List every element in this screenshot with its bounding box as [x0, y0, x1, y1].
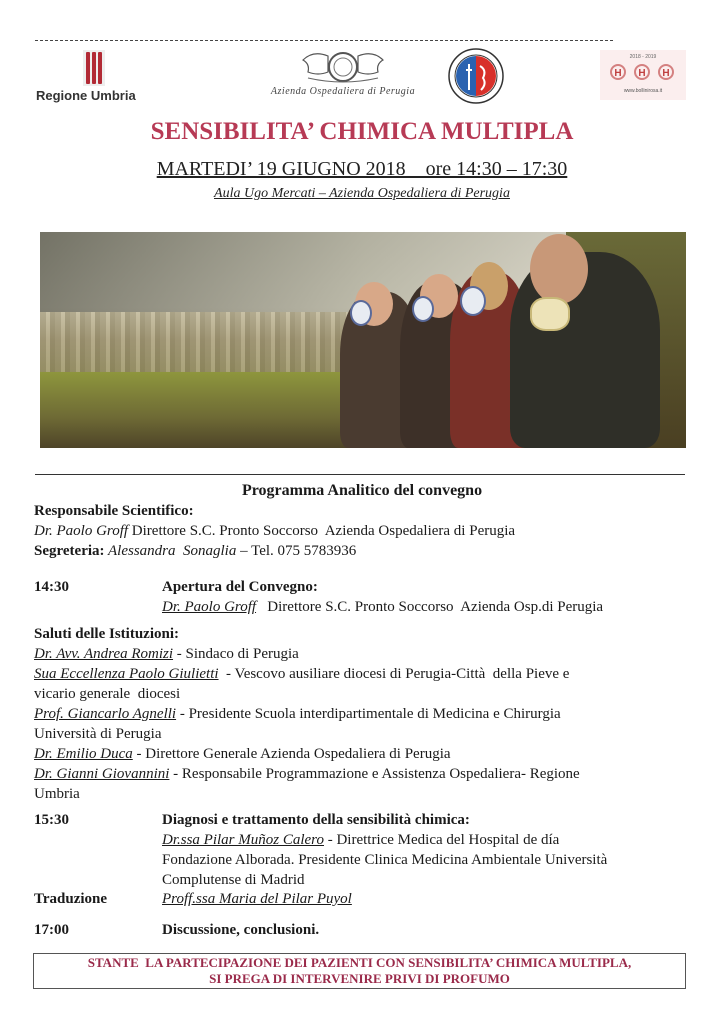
notice-line-2: SI PREGA DI INTERVENIRE PRIVI DI PROFUMO — [209, 971, 510, 986]
azienda-ospedaliera-logo — [258, 48, 428, 106]
session-time: 14:30 — [34, 579, 69, 595]
program-title: Programma Analitico del convegno — [241, 482, 483, 499]
greeting-name: Dr. Emilio Duca — [34, 746, 133, 762]
event-venue — [0, 186, 724, 202]
bollino-h-icon: H — [610, 64, 626, 80]
bollini-rosa-logo — [600, 50, 686, 100]
translation-row — [0, 889, 724, 909]
responsabile-line — [34, 521, 515, 541]
session-row — [0, 810, 724, 890]
session-time: 17:00 — [34, 922, 69, 938]
greeting-name: Dr. Avv. Andrea Romizi — [34, 646, 174, 662]
session-row — [0, 577, 724, 617]
respirator-mask-icon — [412, 296, 434, 322]
event-photo — [40, 232, 686, 448]
greeting-item — [34, 764, 580, 784]
regione-umbria-logo — [36, 50, 166, 105]
greeting-role: - Presidente Scuola interdipartimentale di Medicina e Chirurgia — [176, 706, 561, 722]
greeting-role: - Responsabile Programmazione e Assistenza Ospedaliera- Regione — [169, 766, 580, 782]
perfume-notice-box — [33, 953, 686, 989]
greeting-role-cont: vicario generale diocesi — [34, 686, 181, 702]
greeting-name: Sua Eccellenza Paolo Giulietti — [34, 666, 219, 682]
responsabile-name: Dr. Paolo Groff — [34, 523, 129, 539]
header-dashed-divider — [35, 40, 613, 41]
greeting-role-cont: Umbria — [34, 786, 80, 802]
program-divider — [35, 474, 685, 475]
session-time: 15:30 — [34, 812, 69, 828]
greeting-role: - Direttore Generale Azienda Ospedaliera di Perugia — [132, 746, 451, 762]
session-speaker-role-cont: Fondazione Alborada. Presidente Clinica Medicina Ambientale Università — [162, 852, 608, 868]
event-venue-text: Aula Ugo Mercati – Azienda Ospedaliera di Perugia — [214, 186, 510, 201]
bollini-url: www.bollinirosa.it — [623, 88, 663, 94]
session-speaker: Dr. Paolo Groff — [162, 599, 257, 615]
greeting-item — [34, 664, 580, 684]
bollino-h-icon: H — [634, 64, 650, 80]
bollini-years: 2018 - 2019 — [629, 54, 657, 60]
segreteria-name: Alessandra Sonaglia — [104, 543, 237, 559]
greeting-name: Prof. Giancarlo Agnelli — [34, 706, 177, 722]
respirator-mask-icon — [460, 286, 486, 316]
segreteria-label: Segreteria: — [34, 543, 105, 559]
azienda-ospedaliera-label: Azienda Ospedaliera di Perugia — [270, 86, 416, 97]
event-date-text: MARTEDI’ 19 GIUGNO 2018 ore 14:30 – 17:30 — [156, 158, 568, 180]
session-title: Discussione, conclusioni. — [162, 922, 320, 938]
event-title: SENSIBILITA’ CHIMICA MULTIPLA — [150, 118, 574, 145]
greetings-block — [34, 624, 580, 804]
segreteria-contact: – Tel. 075 5783936 — [236, 543, 357, 559]
greeting-role-cont: Università di Perugia — [34, 726, 162, 742]
session-speaker: Dr.ssa Pilar Muñoz Calero — [162, 832, 324, 848]
greeting-item — [34, 644, 580, 664]
session-title: Apertura del Convegno: — [162, 579, 318, 595]
event-date — [0, 158, 724, 181]
respirator-mask-icon — [530, 297, 570, 331]
responsabile-role: Direttore S.C. Pronto Soccorso Azienda Ospedaliera di Perugia — [128, 523, 516, 539]
translator-name: Proff.ssa Maria del Pilar Puyol — [162, 891, 352, 907]
bollino-h-icon: H — [658, 64, 674, 80]
session-title: Diagnosi e trattamento della sensibilità chimica: — [162, 812, 470, 828]
greetings-title: Saluti delle Istituzioni: — [34, 626, 180, 642]
session-speaker-role: Direttore S.C. Pronto Soccorso Azienda Osp.di Perugia — [256, 599, 604, 615]
greeting-role: - Sindaco di Perugia — [173, 646, 299, 662]
segreteria-line — [34, 541, 515, 561]
respirator-mask-icon — [350, 300, 372, 326]
universita-perugia-seal — [447, 48, 505, 104]
greeting-role: - Vescovo ausiliare diocesi di Perugia-Città della Pieve e — [218, 666, 570, 682]
greeting-item — [34, 704, 580, 724]
greeting-name: Dr. Gianni Giovannini — [34, 766, 170, 782]
azienda-ospedaliera-crest-icon — [258, 48, 428, 86]
session-row — [0, 920, 724, 940]
university-seal-icon — [447, 48, 505, 104]
regione-umbria-label: Regione Umbria — [36, 88, 136, 103]
responsabile-label: Responsabile Scientifico: — [34, 503, 194, 519]
notice-line-1: STANTE LA PARTECIPAZIONE DEI PAZIENTI CON SENSIBILITA’ CHIMICA MULTIPLA, — [87, 955, 632, 970]
regione-umbria-emblem-icon — [83, 50, 105, 86]
greeting-item — [34, 744, 580, 764]
session-speaker-role-cont: Complutense di Madrid — [162, 872, 305, 888]
translation-label: Traduzione — [34, 891, 108, 907]
session-speaker-role: - Direttrice Medica del Hospital de día — [323, 832, 560, 848]
responsabile-block — [34, 501, 515, 561]
